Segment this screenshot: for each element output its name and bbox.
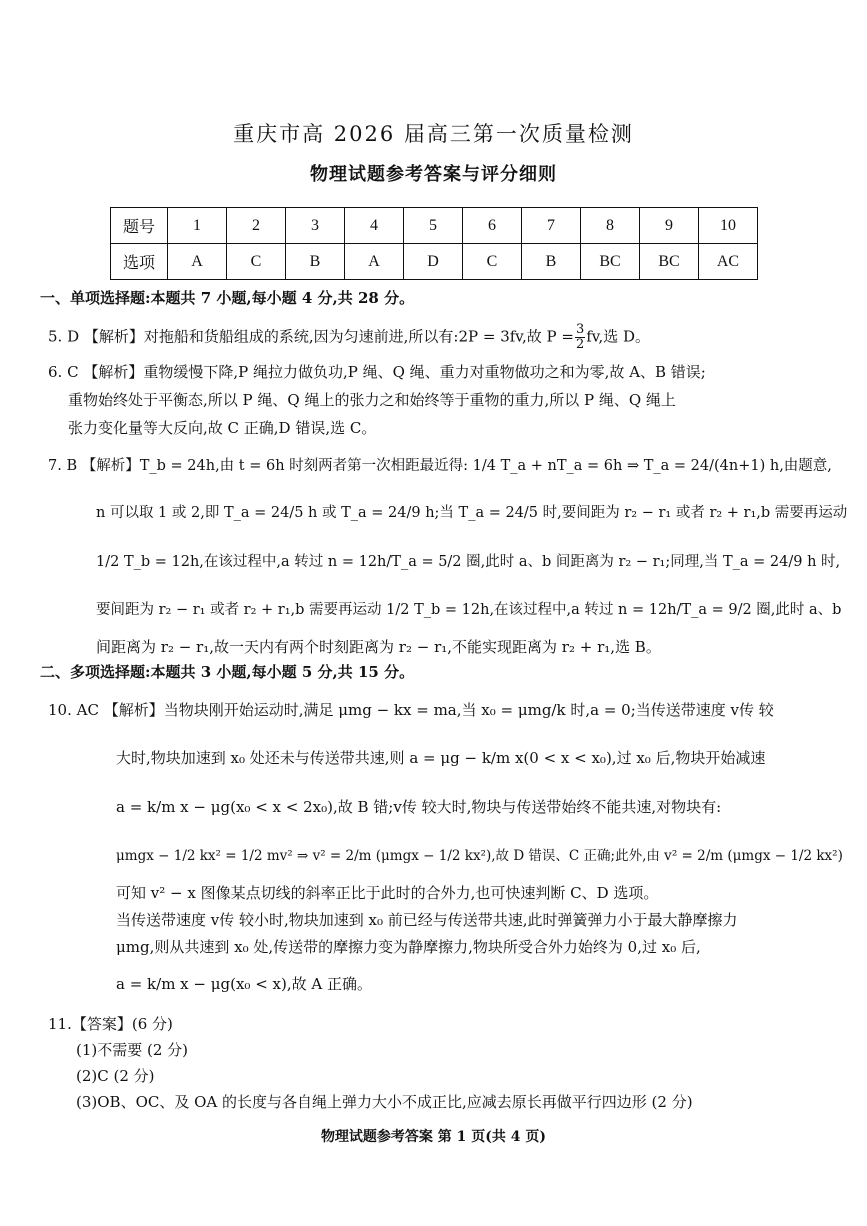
question-number: 10 (699, 208, 758, 244)
q5-fraction (575, 323, 585, 352)
question-number: 4 (345, 208, 404, 244)
q10-line-4: μmgx − 1/2 kx² = 1/2 mv² ⇒ v² = 2/m (μmgx − 1/2 kx²),故 D 错误、C 正确;此外,由 v² = 2/m (μmgx − 1/2 kx²) (116, 848, 843, 864)
row-label-question: 题号 (111, 208, 168, 244)
q5-text-end: fv,选 D。 (586, 327, 651, 346)
q11-heading: 11.【答案】(6 分) (48, 1015, 173, 1033)
answer-row (111, 244, 758, 280)
answer-table (110, 207, 758, 280)
exam-subtitle: 物理试题参考答案与评分细则 (310, 164, 557, 185)
q6-line-3: 张力变化量等大反向,故 C 正确,D 错误,选 C。 (68, 419, 377, 437)
q11-part-3: (3)OB、OC、及 OA 的长度与各自绳上弹力大小不成正比,应减去原长再做平行四边形 (2 分) (76, 1093, 693, 1111)
question-number: 7 (522, 208, 581, 244)
answer-cell: BC (581, 244, 640, 280)
q7-line-5: 间距离为 r₂ − r₁,故一天内有两个时刻距离为 r₂ − r₁,不能实现距离为 r₂ + r₁,选 B。 (96, 638, 661, 656)
q10-line-6: 当传送带速度 v传 较小时,物块加速到 x₀ 前已经与传送带共速,此时弹簧弹力小于最大静摩擦力 (116, 911, 738, 929)
q5-solution (48, 323, 650, 352)
q10-line-7: μmg,则从共速到 x₀ 处,传送带的摩擦力变为静摩擦力,物块所受合外力始终为 0,过 x₀ 后, (116, 938, 701, 956)
q10-line-3: a = k/m x − μg(x₀ < x < 2x₀),故 B 错;v传 较大时,物块与传送带始终不能共速,对物块有: (116, 798, 722, 816)
fraction-denominator: 2 (575, 337, 585, 352)
question-number: 5 (404, 208, 463, 244)
answer-cell: A (345, 244, 404, 280)
q6-line-2: 重物始终处于平衡态,所以 P 绳、Q 绳上的张力之和始终等于重物的重力,所以 P 绳、Q 绳上 (68, 391, 676, 409)
answer-cell: C (227, 244, 286, 280)
q7-line-1: 7. B 【解析】T_b = 24h,由 t = 6h 时刻两者第一次相距最近得: 1/4 T_a + nT_a = 6h ⇒ T_a = 24/(4n+1) h,由题意, (48, 458, 832, 474)
question-number: 9 (640, 208, 699, 244)
answer-cell: B (286, 244, 345, 280)
answer-cell: A (168, 244, 227, 280)
question-number: 1 (168, 208, 227, 244)
q7-line-3: 1/2 T_b = 12h,在该过程中,a 转过 n = 12h/T_a = 5/2 圈,此时 a、b 间距离为 r₂ − r₁;同理,当 T_a = 24/9 h 时, (96, 554, 841, 570)
q10-line-2: 大时,物块加速到 x₀ 处还未与传送带共速,则 a = μg − k/m x(0 < x < x₀),过 x₀ 后,物块开始减速 (116, 749, 766, 767)
q5-text: 5. D 【解析】对拖船和货船组成的系统,因为匀速前进,所以有:2P = 3fv,故 P = (48, 327, 574, 346)
q7-line-4: 要间距为 r₂ − r₁ 或者 r₂ + r₁,b 需要再运动 1/2 T_b = 12h,在该过程中,a 转过 n = 12h/T_a = 9/2 圈,此时 a、b (96, 602, 842, 618)
answer-cell: D (404, 244, 463, 280)
section-heading-single-choice: 一、单项选择题:本题共 7 小题,每小题 4 分,共 28 分。 (40, 289, 415, 307)
answer-cell: C (463, 244, 522, 280)
q7-line-2: n 可以取 1 或 2,即 T_a = 24/5 h 或 T_a = 24/9 h;当 T_a = 24/5 时,要间距为 r₂ − r₁ 或者 r₂ + r₁,b 需要再运动 (96, 505, 848, 521)
question-number: 3 (286, 208, 345, 244)
q11-part-1: (1)不需要 (2 分) (76, 1041, 189, 1059)
row-label-answer: 选项 (111, 244, 168, 280)
question-number: 2 (227, 208, 286, 244)
question-number: 8 (581, 208, 640, 244)
section-heading-multiple-choice: 二、多项选择题:本题共 3 小题,每小题 5 分,共 15 分。 (40, 663, 415, 681)
q10-line-8: a = k/m x − μg(x₀ < x),故 A 正确。 (116, 975, 372, 993)
page-footer: 物理试题参考答案 第 1 页(共 4 页) (320, 1129, 547, 1145)
answer-cell: AC (699, 244, 758, 280)
q10-line-5: 可知 v² − x 图像某点切线的斜率正比于此时的合外力,也可快速判断 C、D 选项。 (116, 884, 659, 902)
q11-part-2: (2)C (2 分) (76, 1067, 155, 1085)
answer-cell: B (522, 244, 581, 280)
question-number-row (111, 208, 758, 244)
answer-cell: BC (640, 244, 699, 280)
exam-title: 重庆市高 2026 届高三第一次质量检测 (233, 122, 634, 146)
q10-line-1: 10. AC 【解析】当物块刚开始运动时,满足 μmg − kx = ma,当 x₀ = μmg/k 时,a = 0;当传送带速度 v传 较 (48, 701, 774, 719)
q6-line-1: 6. C 【解析】重物缓慢下降,P 绳拉力做负功,P 绳、Q 绳、重力对重物做功之和为零,故 A、B 错误; (48, 363, 706, 381)
fraction-numerator: 3 (575, 322, 585, 337)
question-number: 6 (463, 208, 522, 244)
